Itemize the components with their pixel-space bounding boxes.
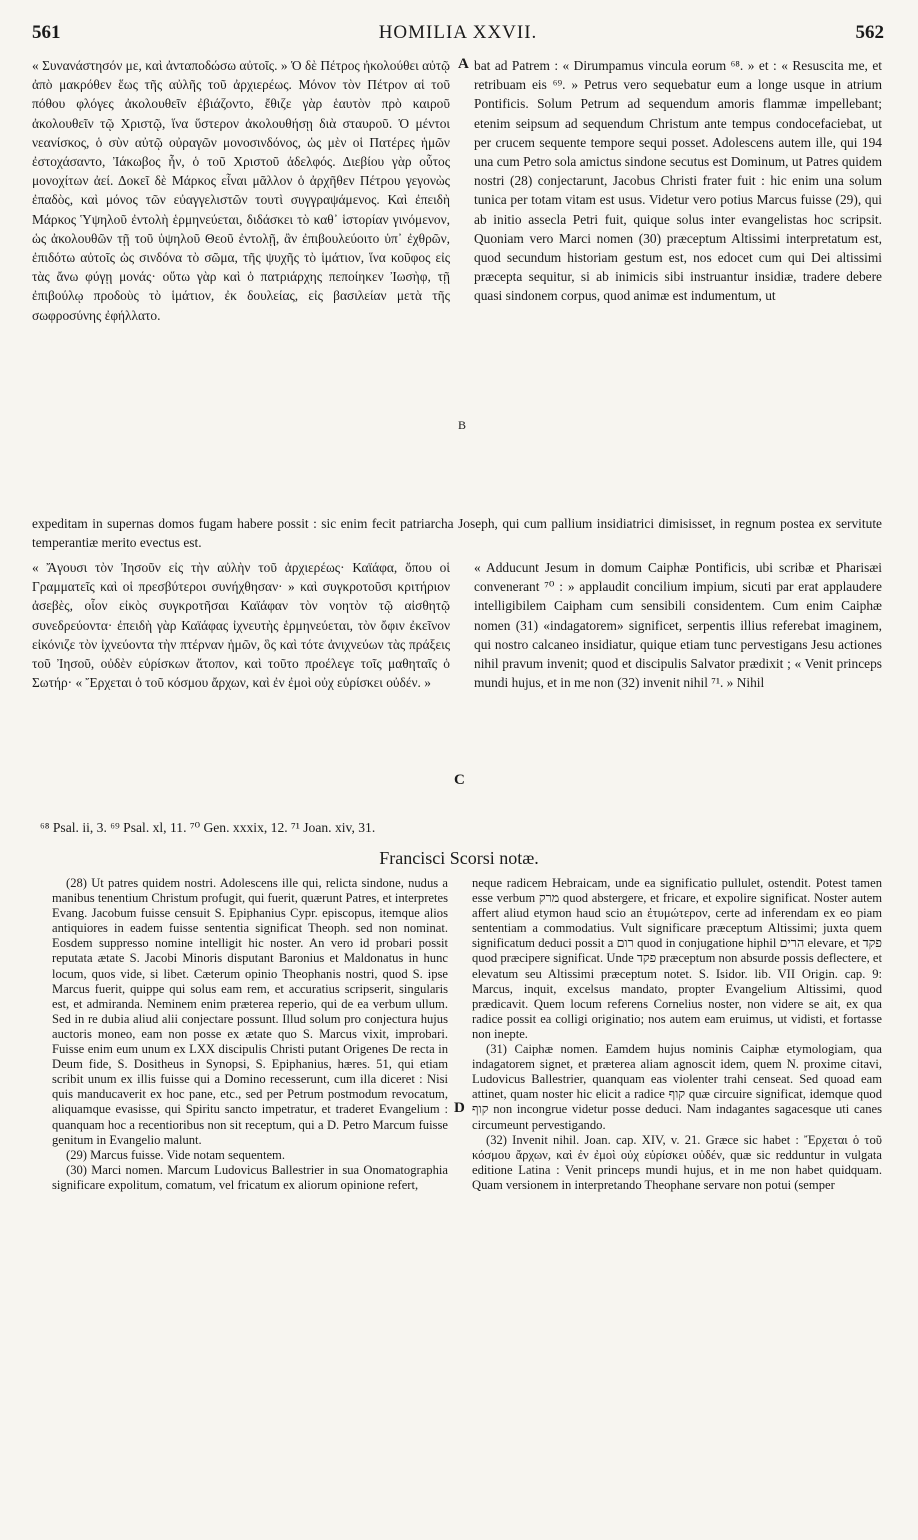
note-30: (30) Marci nomen. Marcum Ludovicus Ballestrier in sua Onomatographia significare expolitum, comatum, vel fricatum ex aliorum opinione refert,	[52, 1162, 448, 1192]
greek-column-1	[32, 56, 450, 325]
full-width-line	[32, 514, 882, 552]
scripture-footnotes: ⁶⁸ Psal. ii, 3. ⁶⁹ Psal. xl, 11. ⁷⁰ Gen. xxxix, 12. ⁷¹ Joan. xiv, 31.	[40, 820, 376, 835]
note-28: (28) Ut patres quidem nostri. Adolescens ille qui, relicta sindone, nudus a manibus tenentium Christum profugit, qui fuerit, quærunt Patres, et interpretes Evang. Jacobum fuisse censuit S. Epiphanius Cypr. episcopus, itemque alios antiquiores in eadem fuisse sententia significat Theoph. sed non nominat. Eosdem suppresso nomine intelligit hic noster. An vero id probari possit reputata ætate S. Jacobi Minoris disputant Baronius et Maldonatus in hunc locum, quos vide, si libet. Cæterum opinio Theophanis nostri, quod S. ipse Marcus fuerit, quippe qui solus eam rem, et accuratius scripserit, singularis est, et admiranda. Neminem enim præterea reperio, qui de ea verbum ullum. Sed in re dubia aliud alii conjectare possunt. Illud solum pro conjectura hujus auctoris moneo, eam non posse ex ætate quo S. Marcus vixit, improbari. Fuisse enim eum unum ex LXX discipulis Christi putant Origenes De recta in Deum fide, S. Dositheus in Synopsi, S. Epiphanius, hæres. 51, qui etiam scribit unum ex illis fuisse qui a Domino recesserunt, cum illa diceret : Nisi quis manducaverit ex hoc pane, etc., sed per Petrum postmodum revocatum, aliquamque evasisse, qui Spiritu sancto impetratur, et traderet Evangelium : quanquam hoc a recentioribus non sit receptum, qui a D. Petro Marcum fuisse genitum in Evangelio malunt.	[52, 876, 448, 1147]
margin-mark-b: B	[458, 418, 467, 432]
notes-column-right	[472, 876, 882, 1193]
latin-text-block-1: bat ad Patrem : « Dirumpamus vincula eorum ⁶⁸. » et : « Resuscita me, et retribuam eis ⁶⁹. » Petrus vero sequebatur eum a longe usque in atrium Pontificis. Solum Petrum ad sequendum amoris flammæ impellebant; etenim seipsum ad sequendum Christum ante tempus condocefaciebat, ut per crucem sequente tempore sequi posset. Adolescens autem ille, qui 194 una cum Petro sola amictus sindone secutus est Dominum, ut Patres quidem nostri (28) conjectarunt, Jacobus Christi frater fuit : hic enim una solum tunica per totam vitam est usus. Videtur vero potius Marcus fuisse (29), qui ab initio assecla Petri fuit, quique solus inter evangelistas hoc scripsit. Quoniam vero Marci nomen (30) præceptum Altissimi interpretatum est, quod secundum historiam gestum est, nos edocet cum qui Dei altissimi præcepta sequitur, si ab inimicis sibi instruantur insidiæ, tradere debere quasi sindonem corpus, quod animæ est indumentum, ut	[474, 58, 882, 304]
running-title: HOMILIA XXVII.	[378, 22, 538, 43]
note-31: (31) Caiphæ nomen. Eamdem hujus nominis Caiphæ etymologiam, qua indagatorem signet, et præterea aliam agnoscit idem, quem N. proxime citavi, Ludovicus Ballestrier, quanquam eas violenter trahi censeat. Sed quoad eam attinet, quam noster hic elicit a radice קוף quæ circuire significat, idemque quod קוף non incongrue videtur posse deduci. Nam indagantes sagacesque uti canes circumeunt pervestigando.	[472, 1042, 882, 1132]
note-29: (29) Marcus fuisse. Vide notam sequentem.	[66, 1147, 286, 1162]
page-number-right: 562	[855, 22, 884, 43]
greek-text-block-1: « Συνανάστησόν με, καὶ ἀνταποδώσω αὐτοῖς. » Ὁ δὲ Πέτρος ἠκολούθει αὐτῷ ἀπὸ μακρόθεν ἕως τῆς αὐλῆς τοῦ ἀρχιερέως. Μόνον τὸν Πέτρον αἱ τοῦ πόθου φλόγες ἀκολουθεῖν ἐβιάζοντο, ἔθιζε γὰρ ἑαυτὸν πρὸ καιροῦ ἀκολουθεῖν τῷ Χριστῷ, ἵνα ὕστερον ἀκολουθήσῃ διὰ σταυροῦ. Ὁ μέντοι νεανίσκος, ὁ σὺν αὐτῷ οὐραγῶν μονοσινδόνος, ὡς μὲν οἱ Πατέρες ἡμῶν ἐστοχάσαντο, Ἰάκωβος ἦν, ὁ τοῦ Χριστοῦ ἀδελφός. Διεβίου γὰρ οὗτος μονοχίτων ἀεί. Δοκεῖ δὲ Μάρκος εἶναι μᾶλλον ὁ ἀρχῆθεν Πέτρου γεγονὼς ἐπαδὸς, καὶ μόνος τῶν εὐαγγελιστῶν τουτὶ συγγραψάμενος. Καὶ ἐπειδὴ Μάρκος Ὑψηλοῦ ἐντολὴ ἑρμηνεύεται, διδάσκει τὸ καθ᾽ ἱστορίαν γινόμενον, ὡς ἀκολουθῶν τῇ τοῦ ὑψηλοῦ Θεοῦ ἐντολῇ, ἂν ἐπιβουλεύοιτο ὑπ᾽ ἐχθρῶν, ἐπιδότω αὐτοῖς ὡς σινδόνα τὸ σῶμα, τῆς ψυχῆς τὸ ἱμάτιον, ἵνα κοῦφος εἰς τὰς ἄνω φύγῃ μονάς· οὕτω γὰρ καὶ ὁ πατριάρχης πεποίηκεν Ἰωσὴφ, τῇ ἐπιβούλῳ προδοὺς τὸ ἱμάτιον, ἐκ δουλείας, εἰς βασιλείαν μετὰ τῆς σωφροσύνης ἐφήλλατο.	[32, 58, 450, 323]
margin-mark-a: A	[458, 56, 469, 72]
running-header	[32, 22, 884, 48]
note-32: (32) Invenit nihil. Joan. cap. XIV, v. 21. Græce sic habet : Ἔρχεται ὁ τοῦ κόσμου ἄρχων, καὶ ἐν ἐμοὶ οὐχ εὑρίσκει οὐδέν, quæ sic redduntur in vulgata editione Latina : Venit princeps mundi hujus, et in me non habet quidquam. Quam versionem in interpretando Theophane servare non potui (semper	[472, 1132, 882, 1192]
notes-column-left	[52, 876, 448, 1193]
latin-text-block-2: « Adducunt Jesum in domum Caiphæ Pontificis, ubi scribæ et Pharisæi convenerant ⁷⁰ : » applaudit concilium impium, sicuti par erat applaudere intelligibilem Caipham cum sensibili considentem. Cum enim Caiphæ nomen (31) «indagatorem» significet, serpentis illius referebat imaginem, qui nostro calcaneo insidiatur, quique etiam tunc pervestigans Jesu actiones nihil pravum invenit; quod et discipulis Salvator prædixit ; « Venit princeps mundi hujus, et in me non (32) invenit nihil ⁷¹. » Nihil	[474, 560, 882, 691]
full-width-text: expeditam in supernas domos fugam habere possit : sic enim fecit patriarcha Joseph, qui cum pallium insidiatrici dimisisset, in regnum postea ex servitute temperantiæ merito evectus est.	[32, 516, 882, 551]
page-number-left: 561	[32, 22, 61, 43]
margin-mark-c: C	[454, 772, 465, 788]
note-30-continued: neque radicem Hebraicam, unde ea significatio pullulet, ostendit. Potest tamen esse verbum מרק quod abstergere, et fricare, et expolire significat. Noster autem affert aliud etymon haud scio an ἐτυμώτερον, certe ad inferendam ex eo piam sententiam a commodatius. Vult significare præceptum Altissimi; juxta quem significatum deduci possit a רום quod in conjugatione hiphil הרים elevare, et פקד quod præcipere significat. Unde פקד præceptum non absurde possis deflectere, et elevatum seu Altissimi præceptum notet. S. Isidor. lib. VII Origin. cap. 9: Marcus, inquit, excelsus mandato, propter Evangelium Altissimi, quod prædicavit. Quem locum referens Cornelius noster, non videre se ait, ex qua radice possit ea colligi originatio; nos autem eam eruimus, ut vidisti, et fortasse non inepte.	[472, 876, 883, 1041]
greek-column-2	[32, 558, 450, 692]
greek-text-block-2: « Ἄγουσι τὸν Ἰησοῦν εἰς τὴν αὐλὴν τοῦ ἀρχιερέως· Καϊάφα, ὅπου οἱ Γραμματεῖς καὶ οἱ πρεσβύτεροι συνήχθησαν· » καὶ συγκροτοῦσι κριτήριον ἀσεβὲς, οἷον εἰκὸς συγκροτῆσαι Καϊάφαν τὸν νοητὸν τῷ αἰσθητῷ συνεδρεύοντα· ἐπειδὴ γὰρ Καϊάφας ἰχνευτὴς ἑρμηνεύεται, τὸν ὄφιν ἐκεῖνον εἰκόνιζε τὸν ἰχνεύοντα τὴν πτέρναν ἡμῶν, ὃς καὶ τότε ἀνιχνεύων τὰς πράξεις τοῦ Ἰησοῦ, οὐδὲν εὑρίσκων ἄτοπον, καὶ τοῦτο προέλεγε τοῖς μαθηταῖς ὁ Σωτήρ· « Ἔρχεται ὁ τοῦ κόσμου ἄρχων, καὶ ἐν ἐμοὶ οὐχ εὑρίσκει οὐδέν. »	[32, 560, 450, 691]
latin-column-2	[474, 558, 882, 692]
margin-mark-d: D	[454, 1100, 465, 1116]
latin-column-1	[474, 56, 882, 306]
notes-title: Francisci Scorsi notæ.	[379, 848, 539, 868]
